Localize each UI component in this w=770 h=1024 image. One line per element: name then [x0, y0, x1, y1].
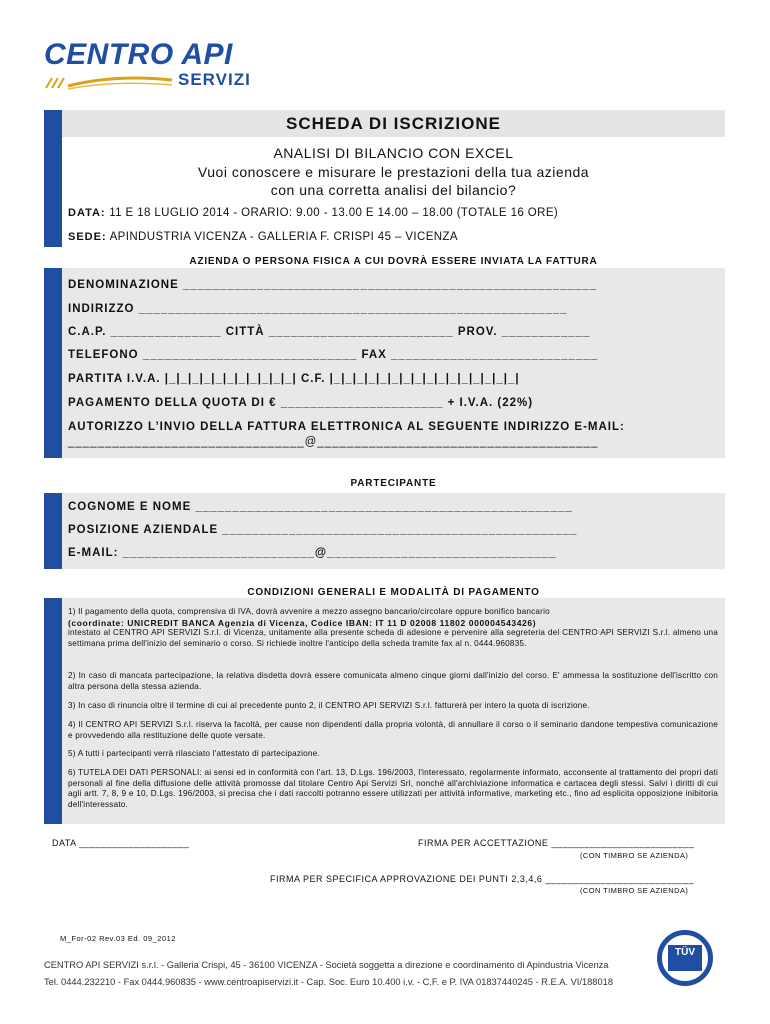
- telefono-fax-field[interactable]: TELEFONO _____________________________ FAX ____________________________: [68, 349, 599, 361]
- company-logo-text: CENTRO API: [44, 38, 233, 71]
- condition-3: 3) In caso di rinuncia oltre il termine di cui al precedente punto 2, il CENTRO API SERVIZI S.r.l. fatturerà per intero la quota di iscrizione.: [68, 701, 590, 710]
- piva-cf-field[interactable]: PARTITA I.V.A. |_|_|_|_|_|_|_|_|_|_|_| C.F. |_|_|_|_|_|_|_|_|_|_|_|_|_|_|_|_|: [68, 373, 520, 385]
- nome-field[interactable]: COGNOME E NOME ___________________________________________________: [68, 501, 573, 513]
- condition-6: 6) TUTELA DEI DATI PERSONALI: ai sensi ed in conformità con l'art. 13, D.Lgs. 196/2003, l'interessato, regolarmente informato, acconsente al trattamento dei propri dati personali al fine della diffusione delle attività promosse dal titolare Centro Api Servizi Srl, nonché all'archiviazione informatica e cartacea degli stessi. Salvi i diritti di cui agli artt. 7, 8, 9 e 10, D.Lgs. 196/2003, si precisa che i dati raccolti potranno essere utilizzati per attività informative, marketing etc., fino ad esplicita opposizione inibitoria dell'interessato.: [68, 768, 718, 809]
- course-title: ANALISI DI BILANCIO CON EXCEL: [273, 145, 514, 161]
- venue-value: APINDUSTRIA VICENZA - GALLERIA F. CRISPI 45 – VICENZA: [109, 231, 458, 243]
- condition-5: 5) A tutti i partecipanti verrà rilasciato l'attestato di partecipazione.: [68, 749, 320, 758]
- footer-contacts: Tel. 0444.232210 - Fax 0444.960835 - www.centroapiservizi.it - Cap. Soc. Euro 10.400 i.v. - C.F. e P. IVA 01837440245 - R.E.A. VI/188018: [44, 977, 613, 987]
- indirizzo-field[interactable]: INDIRIZZO __________________________________________________________: [68, 303, 568, 315]
- condition-1-continued: intestato al CENTRO API SERVIZI S.r.l. di Vicenza, unitamente alla presente scheda di adesione e pervenire alla segreteria del CENTRO API SERVIZI S.r.l. almeno una settimana prima dell'inizio del seminario o corso. Si richiede inoltre l'anticipo della scheda tramite fax al n. 0444.960835.: [68, 628, 718, 648]
- posizione-field[interactable]: POSIZIONE AZIENDALE ________________________________________________: [68, 524, 578, 536]
- date-value: 11 E 18 LUGLIO 2014 - ORARIO: 9.00 - 13.00 E 14.00 – 18.00 (TOTALE 16 ORE): [109, 207, 559, 219]
- course-subtitle-2: con una corretta analisi del bilancio?: [270, 182, 517, 198]
- participant-heading: PARTECIPANTE: [350, 478, 437, 489]
- stamp-note-1: (CON TIMBRO SE AZIENDA): [580, 851, 689, 860]
- footer-address: CENTRO API SERVIZI s.r.l. - Galleria Crispi, 45 - 36100 VICENZA - Società soggetta a direzione e coordinamento di Apindustria Vicenza: [44, 960, 609, 970]
- pagamento-field[interactable]: PAGAMENTO DELLA QUOTA DI € ______________________ + I.V.A. (22%): [68, 397, 534, 409]
- invoice-email-field[interactable]: ________________________________@______________________________________: [68, 436, 599, 448]
- date-signature-field[interactable]: DATA ____________________: [52, 838, 190, 848]
- header-accent-bar: [44, 110, 62, 247]
- tuv-certification-logo: [657, 930, 713, 986]
- page-title: SCHEDA DI ISCRIZIONE: [286, 114, 501, 133]
- logo-swoosh-icon: [44, 72, 174, 92]
- company-logo-subtext: SERVIZI: [178, 70, 251, 89]
- date-label: DATA:: [68, 207, 106, 219]
- tuv-logo-subtext: SÜD: [680, 967, 690, 972]
- approval-signature-field[interactable]: FIRMA PER SPECIFICA APPROVAZIONE DEI PUNTI 2,3,4,6 ___________________________: [270, 874, 695, 884]
- conditions-accent-bar: [44, 598, 62, 824]
- cap-citta-prov-field[interactable]: C.A.P. _______________ CITTÀ _________________________ PROV. ____________: [68, 326, 591, 338]
- denominazione-field[interactable]: DENOMINAZIONE ________________________________________________________: [68, 279, 598, 291]
- autorizzo-label: AUTORIZZO L’INVIO DELLA FATTURA ELETTRONICA AL SEGUENTE INDIRIZZO E-MAIL:: [68, 421, 625, 433]
- tuv-logo-text: TÜV: [668, 945, 702, 971]
- condition-2: 2) In caso di mancata partecipazione, la relativa disdetta dovrà essere comunicata almeno cinque giorni dall'inizio del corso. E' ammessa la sostituzione dell'iscritto con altra persona della stessa azienda.: [68, 671, 718, 691]
- course-venue: [68, 231, 458, 243]
- participant-accent-bar: [44, 493, 62, 569]
- condition-1: [68, 607, 718, 649]
- conditions-heading: CONDIZIONI GENERALI E MODALITÀ DI PAGAMENTO: [247, 587, 540, 598]
- stamp-note-2: (CON TIMBRO SE AZIENDA): [580, 886, 689, 895]
- billing-accent-bar: [44, 268, 62, 458]
- course-date: [68, 207, 558, 219]
- document-code: M_For-02 Rev.03 Ed. 09_2012: [60, 934, 176, 943]
- venue-label: SEDE:: [68, 231, 107, 243]
- condition-4: 4) Il CENTRO API SERVIZI S.r.l. riserva la facoltà, per cause non dipendenti dalla propria volontà, di annullare il corso o il seminario dandone tempestiva comunicazione e provvedendo alla restituzione delle quote versate.: [68, 720, 718, 740]
- acceptance-signature-field[interactable]: FIRMA PER ACCETTAZIONE __________________________: [418, 838, 695, 848]
- course-subtitle-1: Vuoi conoscere e misurare le prestazioni della tua azienda: [197, 164, 590, 180]
- condition-1-text: 1) Il pagamento della quota, comprensiva di IVA, dovrà avvenire a mezzo assegno bancario/circolare oppure bonifico bancario: [68, 607, 550, 616]
- condition-1-iban: (coordinate: UNICREDIT BANCA Agenzia di Vicenza, Codice IBAN: IT 11 D 02008 11802 000004543426): [68, 617, 537, 628]
- billing-heading: AZIENDA O PERSONA FISICA A CUI DOVRÀ ESSERE INVIATA LA FATTURA: [189, 256, 598, 267]
- participant-email-field[interactable]: E-MAIL: __________________________@_______________________________: [68, 547, 557, 559]
